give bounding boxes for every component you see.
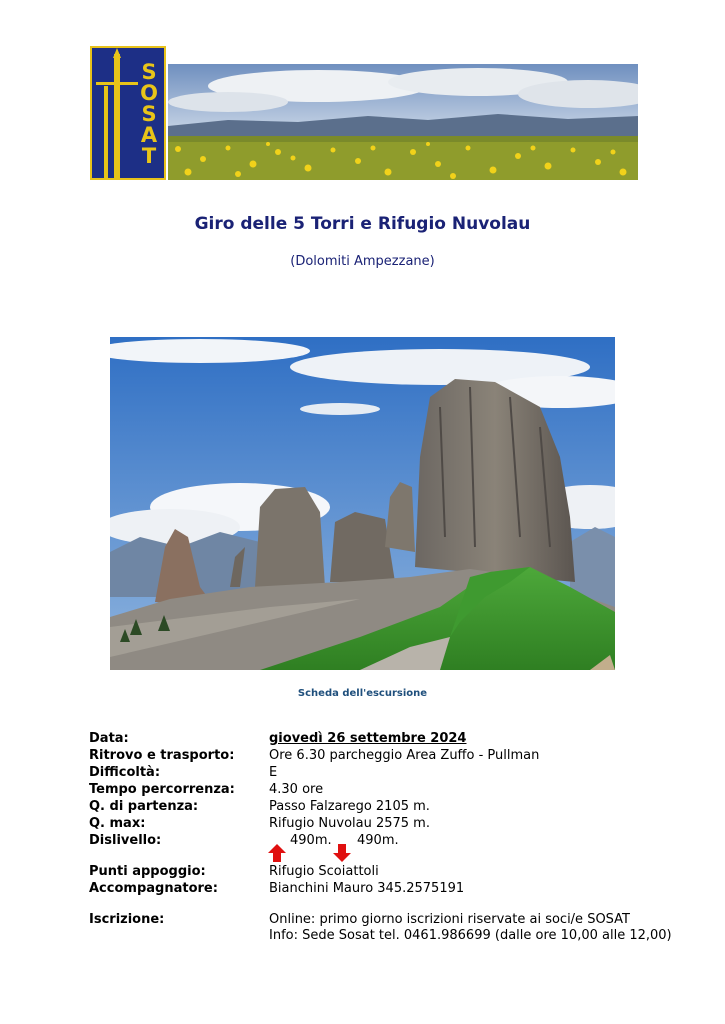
row-ritrovo [89,748,689,765]
value-punti: Rifugio Scoiattoli [269,864,379,879]
label-iscrizione: Iscrizione: [89,912,165,927]
row-data [89,731,689,748]
label-difficolta: Difficoltà: [89,765,161,780]
label-qmax: Q. max: [89,816,146,831]
banner-landscape-image [168,64,638,180]
arrow-down-icon [332,843,352,863]
row-punti [89,864,689,881]
value-qmax: Rifugio Nuvolau 2575 m. [269,816,430,831]
row-iscrizione-info [89,928,689,945]
row-iscrizione [89,912,689,929]
row-difficolta [89,765,689,782]
page-subtitle: (Dolomiti Ampezzane) [290,254,435,269]
label-ritrovo: Ritrovo e trasporto: [89,748,235,763]
value-tempo: 4.30 ore [269,782,324,797]
row-qmax [89,816,689,833]
logo-text: S O S A T [140,60,158,168]
value-iscrizione-online: Online: primo giorno iscrizioni riservate ai soci/e SOSAT [269,912,630,927]
row-dislivello [89,833,689,850]
value-descent: 490m. [357,833,399,848]
value-ascent: 490m. [290,833,332,848]
arrow-up-icon [267,843,287,863]
sosat-logo [90,46,166,180]
label-accompagnatore: Accompagnatore: [89,881,218,896]
label-punti: Punti appoggio: [89,864,206,879]
label-data: Data: [89,731,129,746]
label-tempo: Tempo percorrenza: [89,782,235,797]
label-dislivello: Dislivello: [89,833,162,848]
row-accompagnatore [89,881,689,898]
cinque-torri-photo [110,337,615,670]
header-banner [90,46,638,182]
row-partenza [89,799,689,816]
caption: Scheda dell'escursione [297,688,428,699]
value-data: giovedì 26 settembre 2024 [269,731,467,746]
value-ritrovo: Ore 6.30 parcheggio Area Zuffo - Pullman [269,748,540,763]
row-tempo [89,782,689,799]
value-difficolta: E [269,765,278,780]
value-iscrizione-info: Info: Sede Sosat tel. 0461.986699 (dalle ore 10,00 alle 12,00) [269,928,672,943]
value-accompagnatore: Bianchini Mauro 345.2575191 [269,881,465,896]
page-title: Giro delle 5 Torri e Rifugio Nuvolau [194,214,531,234]
value-partenza: Passo Falzarego 2105 m. [269,799,430,814]
label-partenza: Q. di partenza: [89,799,199,814]
